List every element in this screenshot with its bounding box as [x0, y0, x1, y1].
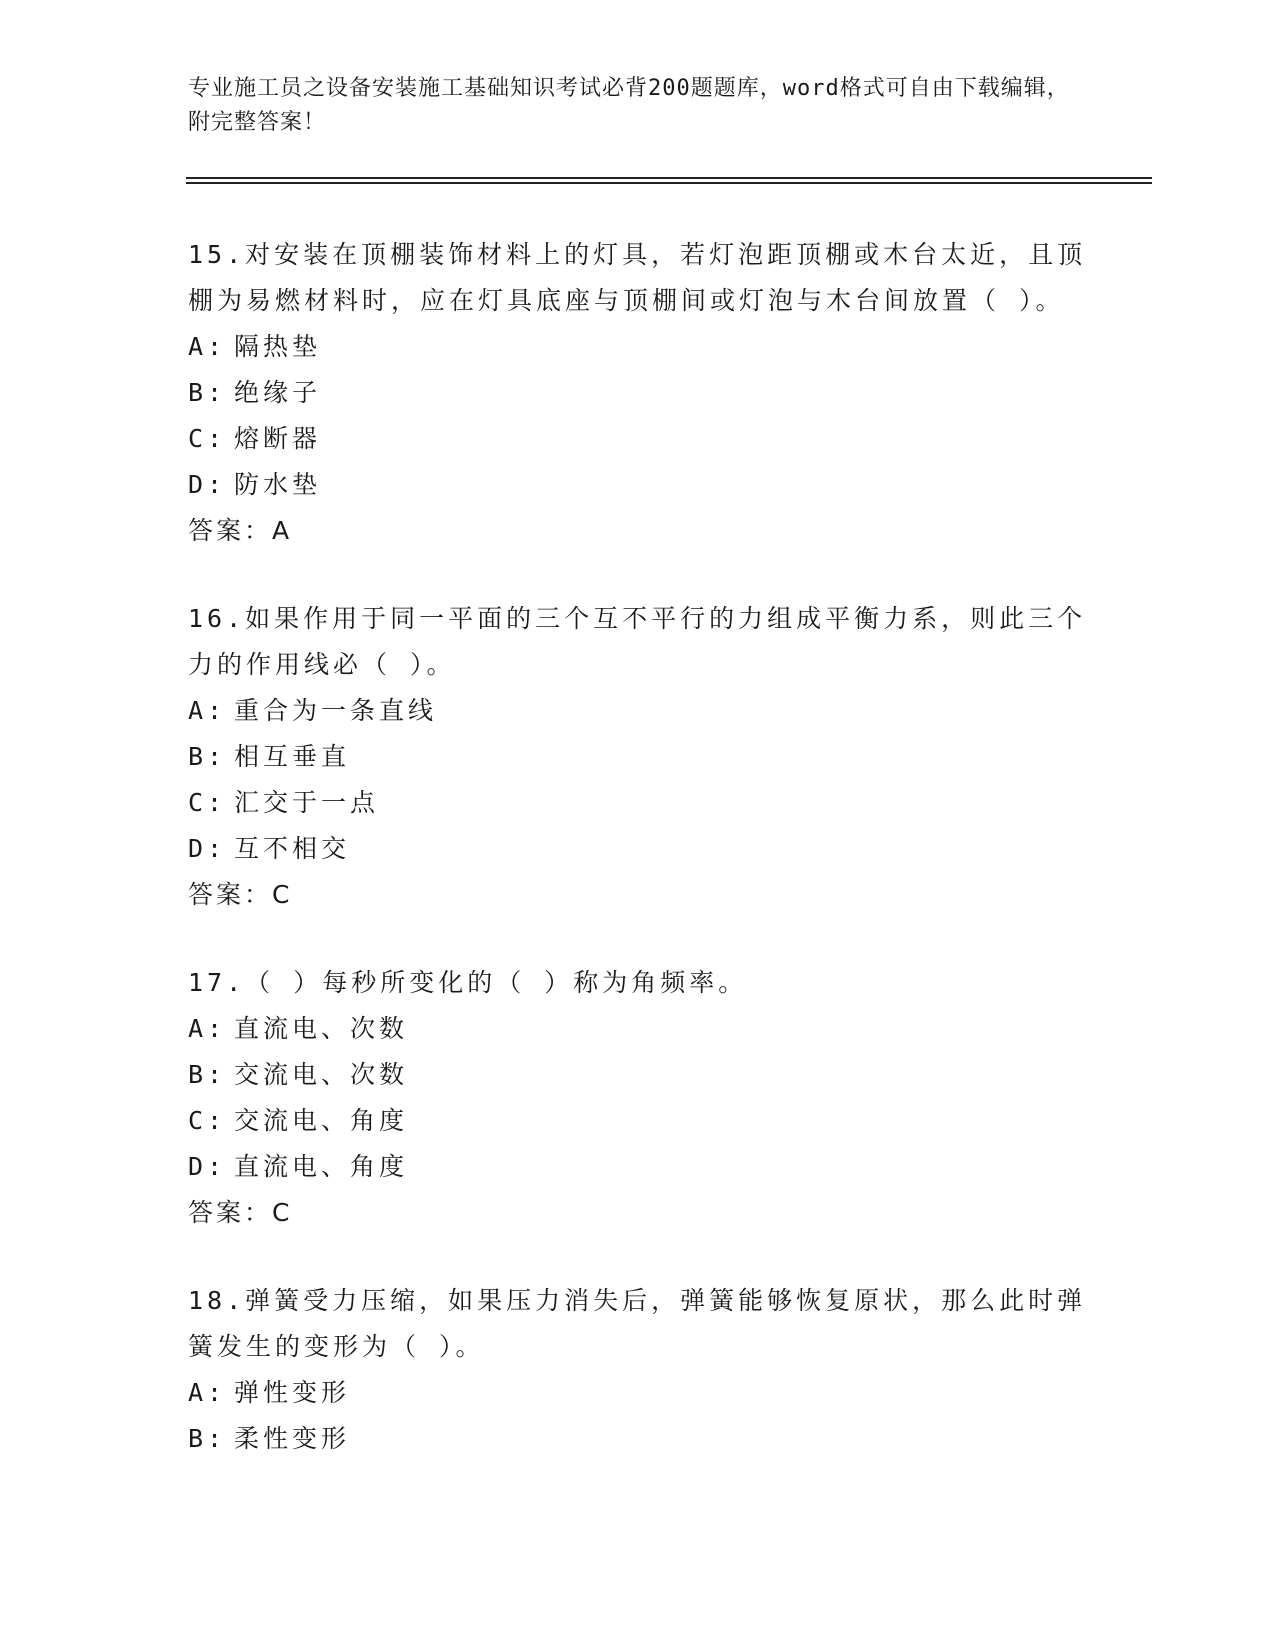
option-text: 重合为一条直线	[234, 696, 438, 725]
option-text: 互不相交	[234, 834, 351, 863]
option-text: 隔热垫	[234, 332, 322, 361]
option-letter: D:	[188, 1152, 227, 1181]
option-letter: B:	[188, 742, 227, 771]
answer-line: 答案：A	[188, 516, 293, 545]
option-text: 绝缘子	[234, 378, 322, 407]
option-text: 熔断器	[234, 424, 322, 453]
option-c	[188, 1098, 1088, 1144]
option-c	[188, 780, 1088, 826]
option-letter: D:	[188, 470, 227, 499]
option-b	[188, 370, 1088, 416]
option-letter: C:	[188, 424, 227, 453]
answer-line: 答案：C	[188, 880, 293, 909]
option-letter: C:	[188, 1106, 227, 1135]
option-letter: B:	[188, 1424, 227, 1453]
option-c	[188, 416, 1088, 462]
option-b	[188, 1052, 1088, 1098]
option-text: 弹性变形	[234, 1378, 351, 1407]
option-letter: A:	[188, 1378, 227, 1407]
question-17	[188, 960, 1088, 1236]
question-16	[188, 596, 1088, 918]
option-d	[188, 462, 1088, 508]
option-text: 汇交于一点	[234, 788, 380, 817]
option-text: 相互垂直	[234, 742, 351, 771]
option-text: 柔性变形	[234, 1424, 351, 1453]
option-letter: A:	[188, 332, 227, 361]
option-letter: D:	[188, 834, 227, 863]
header-divider-bottom	[186, 182, 1152, 184]
question-stem: 16.如果作用于同一平面的三个互不平行的力组成平衡力系，则此三个力的作用线必（ ）。	[188, 604, 1087, 679]
option-a	[188, 1006, 1088, 1052]
option-a	[188, 688, 1088, 734]
question-15	[188, 232, 1088, 554]
question-stem: 15.对安装在顶棚装饰材料上的灯具，若灯泡距顶棚或木台太近，且顶棚为易燃材料时，应在灯具底座与顶棚间或灯泡与木台间放置（ ）。	[188, 240, 1087, 315]
option-d	[188, 1144, 1088, 1190]
option-a	[188, 324, 1088, 370]
option-letter: B:	[188, 378, 227, 407]
option-text: 直流电、角度	[234, 1152, 409, 1181]
option-letter: C:	[188, 788, 227, 817]
option-text: 交流电、次数	[234, 1060, 409, 1089]
option-b	[188, 1416, 1088, 1462]
document-header: 专业施工员之设备安装施工基础知识考试必背200题题库，word格式可自由下载编辑，附完整答案！	[188, 76, 1070, 135]
option-letter: A:	[188, 696, 227, 725]
option-text: 直流电、次数	[234, 1014, 409, 1043]
option-a	[188, 1370, 1088, 1416]
question-stem: 17.（ ）每秒所变化的（ ）称为角频率。	[188, 968, 748, 997]
header-divider-top	[186, 177, 1152, 179]
option-text: 交流电、角度	[234, 1106, 409, 1135]
option-letter: A:	[188, 1014, 227, 1043]
question-stem: 18.弹簧受力压缩，如果压力消失后，弹簧能够恢复原状，那么此时弹簧发生的变形为（ ）。	[188, 1286, 1087, 1361]
question-18	[188, 1278, 1088, 1462]
option-text: 防水垫	[234, 470, 322, 499]
option-b	[188, 734, 1088, 780]
answer-line: 答案：C	[188, 1198, 293, 1227]
option-d	[188, 826, 1088, 872]
option-letter: B:	[188, 1060, 227, 1089]
